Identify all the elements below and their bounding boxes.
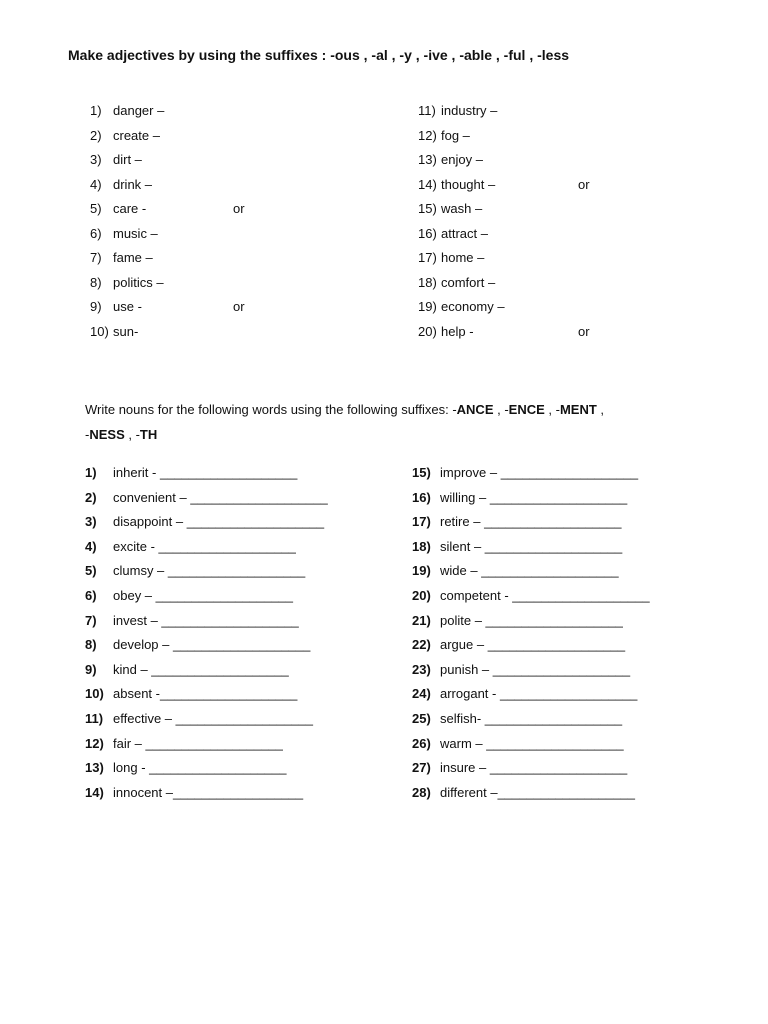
item-word: kind – ___________________ [113,661,289,677]
adjective-item [418,249,738,274]
noun-item [85,612,425,637]
item-number: 18) [418,274,437,290]
item-number: 14) [85,784,104,800]
noun-item [412,784,752,809]
noun-item [412,759,752,784]
item-word: warm – ___________________ [440,735,624,751]
noun-item [85,759,425,784]
adjective-list-right [418,102,738,347]
item-number: 4) [90,176,102,192]
item-word: clumsy – ___________________ [113,563,306,579]
item-word: help - [441,323,474,339]
item-word: argue – ___________________ [440,637,626,653]
adjective-item [90,249,410,274]
separator: , - [493,402,509,417]
noun-item [412,562,752,587]
item-word: innocent –__________________ [113,784,304,800]
suffix-ness: NESS [89,427,125,442]
item-word: disappoint – ___________________ [113,514,325,530]
suffix-th: TH [139,427,158,442]
suffix-ment: MENT [559,402,597,417]
item-number: 17) [418,250,437,265]
item-number: 20) [418,323,437,339]
item-number: 6) [90,225,102,241]
item-word: wash – [441,201,483,216]
adjective-item [90,225,410,250]
item-number: 25) [412,710,431,726]
item-word: music – [113,225,158,241]
noun-item [85,538,425,563]
item-number: 16) [412,489,431,505]
separator: , [596,402,605,417]
item-word: danger – [113,103,165,118]
item-word: dirt – [113,152,142,167]
item-number: 23) [412,661,431,677]
adjective-item [90,127,410,152]
item-number: 10) [90,323,109,339]
noun-item [412,538,752,563]
adjective-item [418,102,738,127]
noun-item [85,710,425,735]
item-number: 11) [418,103,436,118]
item-number: 11) [85,710,104,726]
item-number: 12) [85,735,104,751]
item-word: fair – ___________________ [113,735,283,751]
item-word: thought – [441,176,496,192]
worksheet-title: Make adjectives by using the suffixes : -ous , -al , -y , -ive , -able , -ful , -less [68,47,570,63]
adjective-item [90,151,410,176]
item-number: 7) [90,250,102,265]
noun-item [412,513,752,538]
item-word: willing – ___________________ [440,489,628,505]
adjective-item [418,176,738,201]
noun-item [412,636,752,661]
item-word: politics – [113,274,164,290]
item-word: arrogant - ___________________ [440,686,638,702]
item-word: retire – ___________________ [440,514,622,530]
separator: , - [124,427,140,442]
adjective-item [90,176,410,201]
noun-item [85,513,425,538]
item-word: attract – [441,225,488,241]
item-number: 14) [418,176,437,192]
item-word: excite - ___________________ [113,538,296,554]
item-number: 21) [412,612,431,628]
item-number: 28) [412,784,431,800]
item-word: invest – ___________________ [113,612,299,628]
adjective-item [418,274,738,299]
noun-item [412,587,752,612]
item-word: insure – ___________________ [440,760,628,776]
noun-item [412,685,752,710]
item-word: drink – [113,176,153,192]
item-word: home – [441,250,485,265]
item-word: polite – ___________________ [440,612,623,628]
item-word: fame – [113,250,153,265]
item-number: 16) [418,225,437,241]
item-word: convenient – ___________________ [113,489,328,505]
item-number: 5) [85,563,97,579]
or-label: or [233,201,245,216]
noun-item [412,612,752,637]
item-word: sun- [113,323,139,339]
item-word: effective – ___________________ [113,710,314,726]
item-number: 27) [412,760,431,776]
item-word: competent - ___________________ [440,587,650,603]
adjective-item [418,200,738,225]
noun-list-right [412,464,752,808]
item-word: create – [113,127,160,143]
item-word: economy – [441,299,505,314]
adjective-item [418,225,738,250]
instruction-line-1 [85,397,685,422]
noun-item [85,464,425,489]
item-number: 6) [85,587,97,603]
adjective-item [90,274,410,299]
suffix-ance: ANCE [456,402,494,417]
item-number: 22) [412,637,431,653]
item-number: 13) [85,760,104,776]
item-word: wide – ___________________ [440,563,619,579]
item-number: 15) [418,201,437,216]
adjective-item [418,127,738,152]
item-word: industry – [441,103,498,118]
item-word: different –___________________ [440,784,635,800]
item-number: 17) [412,514,431,530]
item-number: 15) [412,465,431,480]
item-number: 8) [85,637,97,653]
item-number: 9) [90,299,102,314]
instruction-text: Write nouns for the following words using the following suffixes: - [85,402,457,417]
item-number: 5) [90,201,102,216]
item-word: care - [113,201,147,216]
item-number: 1) [90,103,102,118]
item-number: 26) [412,735,431,751]
item-number: 8) [90,274,102,290]
item-number: 10) [85,686,104,702]
adjective-item [90,200,410,225]
item-word: develop – ___________________ [113,637,311,653]
item-number: 20) [412,587,431,603]
item-word: inherit - ___________________ [113,465,298,480]
separator: - [85,427,90,442]
nouns-instruction [85,397,685,447]
noun-item [85,661,425,686]
adjective-item [90,298,410,323]
item-number: 19) [418,299,437,314]
suffix-ence: ENCE [508,402,545,417]
item-word: obey – ___________________ [113,587,294,603]
item-number: 2) [90,127,102,143]
item-number: 13) [418,152,437,167]
noun-item [412,735,752,760]
item-word: improve – ___________________ [440,465,639,480]
item-word: punish – ___________________ [440,661,631,677]
item-word: silent – ___________________ [440,538,623,554]
item-number: 1) [85,465,97,480]
item-number: 4) [85,538,97,554]
adjective-item [418,323,738,348]
noun-item [85,587,425,612]
noun-item [412,489,752,514]
noun-item [85,636,425,661]
noun-item [412,464,752,489]
separator: , - [544,402,560,417]
noun-item [85,489,425,514]
instruction-line-2 [85,422,685,447]
or-label: or [233,299,245,314]
item-number: 3) [85,514,97,530]
item-number: 9) [85,661,97,677]
item-number: 18) [412,538,431,554]
or-label: or [578,176,590,192]
item-number: 7) [85,612,97,628]
noun-item [85,784,425,809]
noun-item [85,562,425,587]
item-number: 12) [418,127,437,143]
item-word: fog – [441,127,470,143]
adjective-item [90,323,410,348]
adjective-list-left [90,102,410,347]
item-word: comfort – [441,274,496,290]
item-number: 24) [412,686,431,702]
noun-item [85,685,425,710]
item-word: long - ___________________ [113,760,287,776]
adjective-item [90,102,410,127]
adjective-item [418,151,738,176]
item-word: selfish- ___________________ [440,710,623,726]
noun-list-left [85,464,425,808]
noun-item [412,710,752,735]
item-word: enjoy – [441,152,483,167]
noun-item [85,735,425,760]
item-word: use - [113,299,142,314]
or-label: or [578,323,590,339]
item-word: absent -___________________ [113,686,298,702]
adjective-item [418,298,738,323]
item-number: 2) [85,489,97,505]
item-number: 3) [90,152,102,167]
noun-item [412,661,752,686]
item-number: 19) [412,563,431,579]
